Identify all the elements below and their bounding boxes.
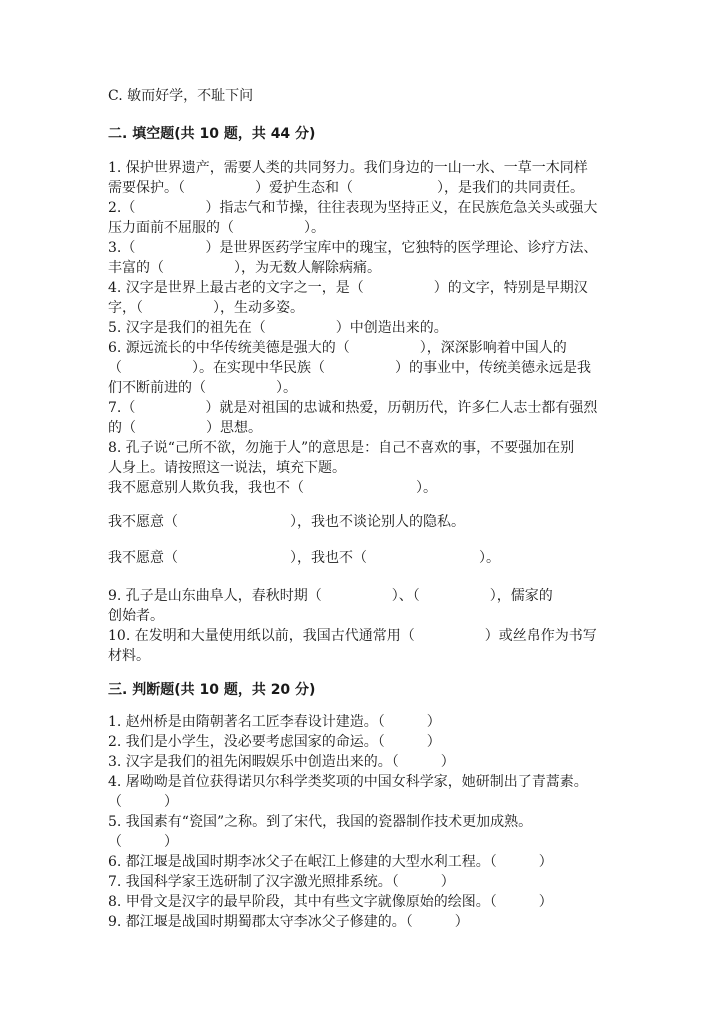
text-line: 们不断前进的（ ）。 — [108, 380, 297, 396]
judge-item: （ ） — [108, 794, 178, 810]
text-line: 6. 源远流长的中华传统美德是强大的（ ），深深影响着中国人的 — [108, 340, 567, 356]
judge-item: 8. 甲骨文是汉字的最早阶段，其中有些文字就像原始的绘图。（ ） — [108, 894, 553, 910]
text-line: 材料。 — [108, 648, 150, 664]
judge-item: 5. 我国素有“瓷国”之称。到了宋代，我国的瓷器制作技术更加成熟。 — [108, 814, 533, 830]
text-line: 8. 孔子说“己所不欲，勿施于人”的意思是：自己不喜欢的事，不要强加在别 — [108, 440, 575, 456]
text-line: 丰富的（ ），为无数人解除病痛。 — [108, 260, 381, 276]
text-line: 5. 汉字是我们的祖先在（ ）中创造出来的。 — [108, 320, 448, 336]
fill-line: 我不愿意别人欺负我，我也不（ ）。 — [108, 480, 437, 496]
judge-item: （ ） — [108, 834, 178, 850]
section2-heading: 二. 填空题(共 10 题，共 44 分) — [108, 126, 316, 142]
option-c: C. 敏而好学，不耻下问 — [108, 88, 254, 104]
text-line: 7.（ ）就是对祖国的忠诚和热爱，历朝历代，许多仁人志士都有强烈 — [108, 400, 598, 416]
fill-line: 我不愿意（ ），我也不谈论别人的隐私。 — [108, 514, 465, 530]
judge-item: 7. 我国科学家王选研制了汉字激光照排系统。（ ） — [108, 874, 455, 890]
text-line: 9. 孔子是山东曲阜人，春秋时期（ ）、（ ），儒家的 — [108, 588, 553, 604]
text-line: （ ）。在实现中华民族（ ）的事业中，传统美德永远是我 — [108, 360, 591, 376]
section3-heading: 三. 判断题(共 10 题，共 20 分) — [108, 682, 316, 698]
text-line: 需要保护。（ ）爱护生态和（ ），是我们的共同责任。 — [108, 180, 584, 196]
judge-item: 2. 我们是小学生，没必要考虑国家的命运。（ ） — [108, 734, 441, 750]
text-line: 压力面前不屈服的（ ）。 — [108, 220, 325, 236]
text-line: 4. 汉字是世界上最古老的文字之一，是（ ）的文字，特别是早期汉 — [108, 280, 588, 296]
text-line: 的（ ）思想。 — [108, 420, 262, 436]
judge-item: 6. 都江堰是战国时期李冰父子在岷江上修建的大型水利工程。（ ） — [108, 854, 553, 870]
judge-item: 9. 都江堰是战国时期蜀郡太守李冰父子修建的。（ ） — [108, 914, 469, 930]
judge-item: 1. 赵州桥是由隋朝著名工匠李春设计建造。（ ） — [108, 714, 441, 730]
text-line: 创始者。 — [108, 608, 164, 624]
text-line: 10. 在发明和大量使用纸以前，我国古代通常用（ ）或丝帛作为书写 — [108, 628, 597, 644]
text-line: 1. 保护世界遗产，需要人类的共同努力。我们身边的一山一水、一草一木同样 — [108, 160, 588, 176]
fill-line: 我不愿意（ ），我也不（ ）。 — [108, 550, 500, 566]
text-line: 3.（ ）是世界医药学宝库中的瑰宝，它独特的医学理论、诊疗方法、 — [108, 240, 598, 256]
text-line: 人身上。请按照这一说法，填充下题。 — [108, 460, 346, 476]
judge-item: 4. 屠呦呦是首位获得诺贝尔科学类奖项的中国女科学家，她研制出了青蒿素。 — [108, 774, 588, 790]
text-line: 2.（ ）指志气和节操，往往表现为坚持正义，在民族危急关头或强大 — [108, 200, 598, 216]
text-line: 字，（ ），生动多姿。 — [108, 300, 304, 316]
judge-item: 3. 汉字是我们的祖先闲暇娱乐中创造出来的。（ ） — [108, 754, 455, 770]
